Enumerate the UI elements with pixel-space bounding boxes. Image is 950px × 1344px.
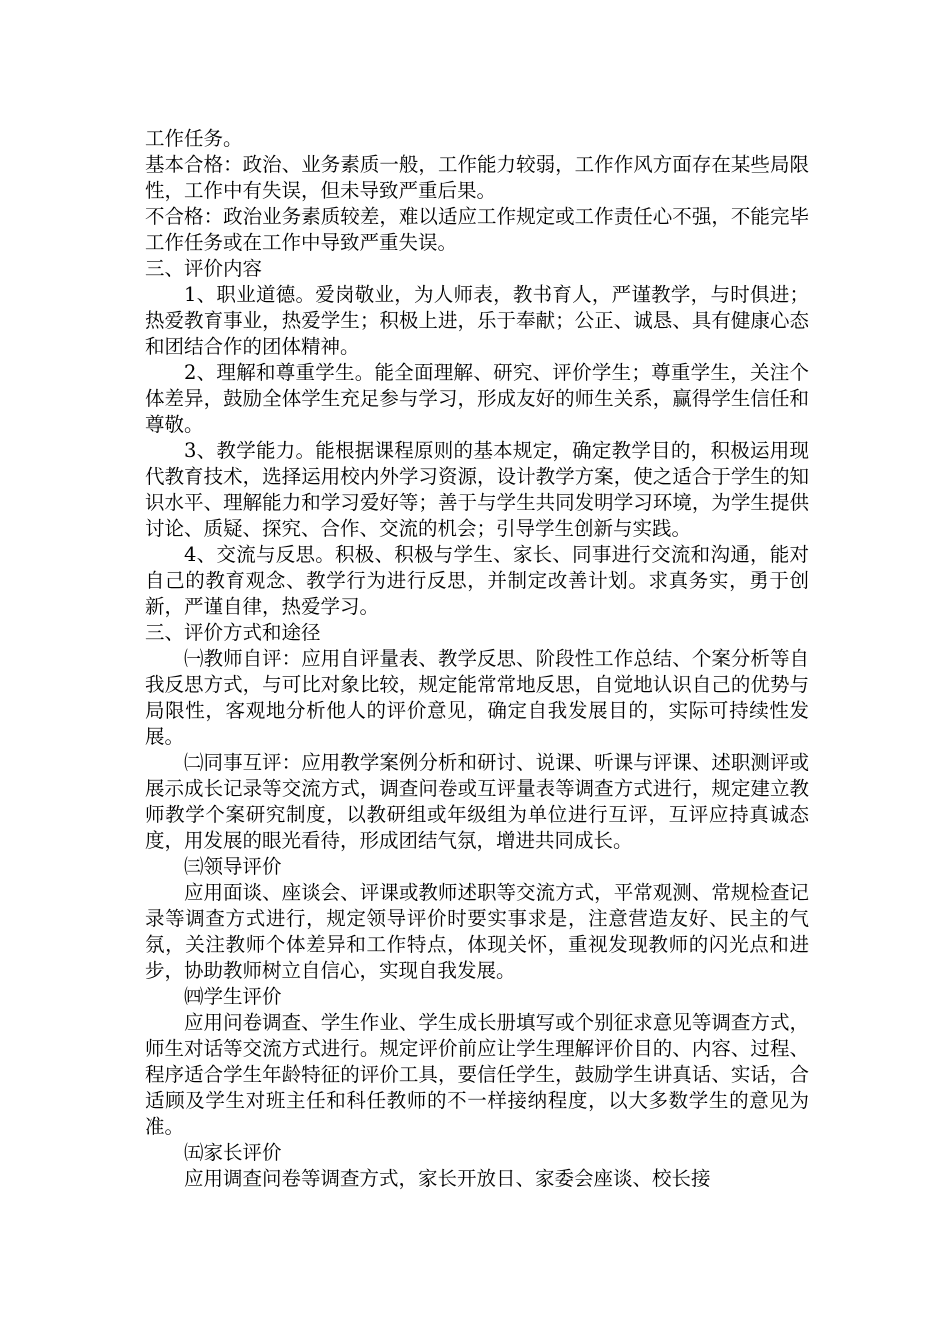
paragraph: 应用面谈、座谈会、评课或教师述职等交流方式，平常观测、常规检查记录等调查方式进行，规定领导评价时要实事求是，注意营造友好、民主的气氛，关注教师个体差异和工作特点，体现关怀，重视发现教师的闪光点和进步，协助教师树立自信心，实现自我发展。	[145, 881, 809, 982]
document-body	[145, 126, 809, 1192]
paragraph: 不合格：政治业务素质较差，难以适应工作规定或工作责任心不强，不能完毕工作任务或在工作中导致严重失误。	[145, 205, 809, 254]
paragraph: 基本合格：政治、业务素质一般，工作能力较弱，工作作风方面存在某些局限性，工作中有失误，但未导致严重后果。	[145, 153, 809, 202]
paragraph: 1、职业道德。爱岗敬业，为人师表，教书育人，严谨教学，与时俱进；热爱教育事业，热爱学生；积极上进，乐于奉献；公正、诚恳、具有健康心态和团结合作的团体精神。	[145, 283, 809, 358]
paragraph: 三、评价方式和途径	[145, 621, 321, 644]
paragraph: ㈡同事互评：应用教学案例分析和研讨、说课、听课与评课、述职测评或展示成长记录等交流方式，调查问卷或互评量表等调查方式进行，规定建立教师教学个案研究制度，以教研组或年级组为单位进行互评，互评应持真诚态度，用发展的眼光看待，形成团结气氛，增进共同成长。	[145, 751, 809, 852]
paragraph: 3、教学能力。能根据课程原则的基本规定，确定教学目的，积极运用现代教育技术，选择运用校内外学习资源，设计教学方案，使之适合于学生的知识水平、理解能力和学习爱好等；善于与学生共同发明学习环境，为学生提供讨论、质疑、探究、合作、交流的机会；引导学生创新与实践。	[145, 439, 809, 540]
paragraph: 应用调查问卷等调查方式，家长开放日、家委会座谈、校长接	[184, 1167, 711, 1190]
paragraph: 工作任务。	[145, 127, 243, 150]
paragraph: ㈠教师自评：应用自评量表、教学反思、阶段性工作总结、个案分析等自我反思方式，与可比对象比较，规定能常常地反思，自觉地认识自己的优势与局限性，客观地分析他人的评价意见，确定自我发展目的，实际可持续性发展。	[145, 647, 809, 748]
paragraph: ㈢领导评价	[184, 855, 282, 878]
paragraph: 三、评价内容	[145, 257, 263, 280]
paragraph: 应用问卷调查、学生作业、学生成长册填写或个别征求意见等调查方式，师生对话等交流方式进行。规定评价前应让学生理解评价目的、内容、过程、程序适合学生年龄特征的评价工具，要信任学生，鼓励学生讲真话、实话，合适顾及学生对班主任和科任教师的不一样接纳程度，以大多数学生的意见为准。	[145, 1011, 809, 1138]
paragraph: ㈣学生评价	[184, 985, 282, 1008]
paragraph: 2、理解和尊重学生。能全面理解、研究、评价学生；尊重学生，关注个体差异，鼓励全体学生充足参与学习，形成友好的师生关系，赢得学生信任和尊敬。	[145, 361, 809, 436]
paragraph: ㈤家长评价	[184, 1141, 282, 1164]
paragraph: 4、交流与反思。积极、积极与学生、家长、同事进行交流和沟通，能对自己的教育观念、教学行为进行反思，并制定改善计划。求真务实，勇于创新，严谨自律，热爱学习。	[145, 543, 809, 618]
